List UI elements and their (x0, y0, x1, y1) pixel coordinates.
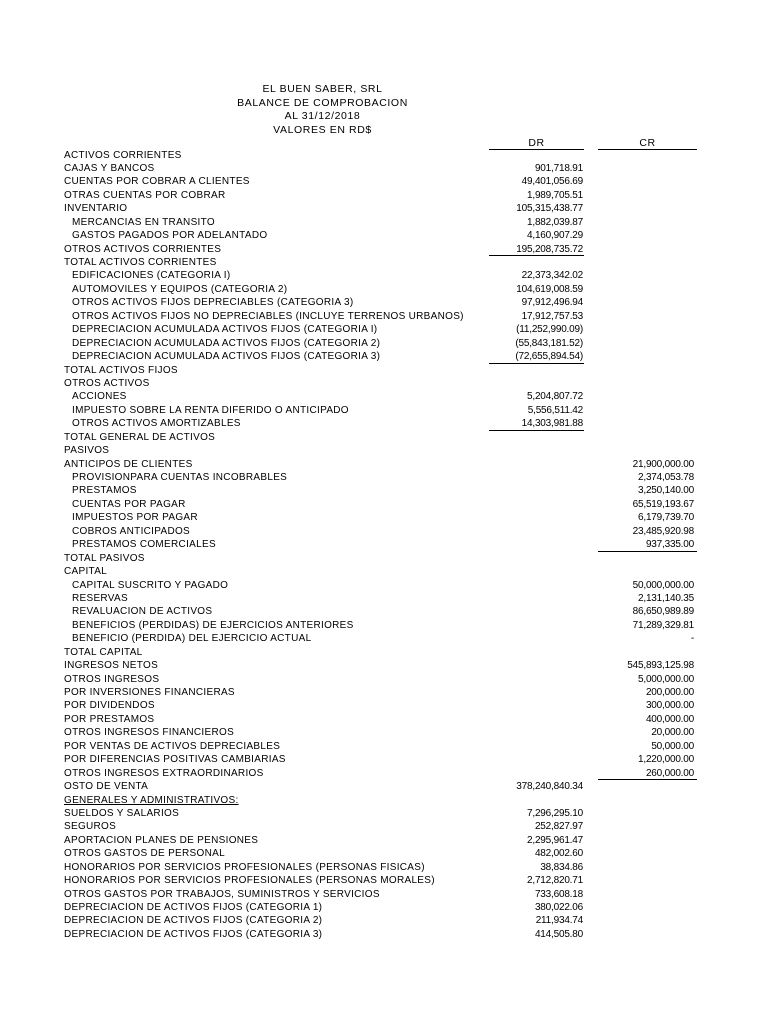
table-row (0, 189, 768, 202)
table-row (0, 713, 768, 726)
table-row (0, 579, 768, 592)
table-row (0, 914, 768, 927)
account-label: CAJAS Y BANCOS (64, 162, 155, 174)
table-row (0, 337, 768, 350)
table-row (0, 646, 768, 659)
table-row (0, 296, 768, 309)
dr-column-header: DR (528, 137, 545, 149)
table-row (0, 283, 768, 296)
table-row (0, 605, 768, 618)
table-row (0, 619, 768, 632)
account-label: DEPRECIACION ACUMULADA ACTIVOS FIJOS (CATEGORIA 3) (72, 351, 381, 363)
debit-value: 252,827.97 (534, 821, 583, 833)
account-label: COBROS ANTICIPADOS (72, 525, 191, 537)
account-label: BENEFICIO (PERDIDA) DEL EJERCICIO ACTUAL (72, 633, 312, 645)
debit-value: 104,619,008.59 (516, 283, 583, 295)
account-label: OTROS ACTIVOS FIJOS NO DEPRECIABLES (INCLUYE TERRENOS URBANOS) (72, 310, 464, 322)
account-label: HONORARIOS POR SERVICIOS PROFESIONALES (PERSONAS MORALES) (64, 875, 435, 887)
table-row (0, 498, 768, 511)
table-row (0, 847, 768, 860)
table-row (0, 323, 768, 336)
company-name: EL BUEN SABER, SRL (262, 83, 383, 95)
table-row (0, 471, 768, 484)
account-label: ANTICIPOS DE CLIENTES (64, 458, 193, 470)
account-label: INGRESOS NETOS (64, 660, 159, 672)
debit-value: 38,834.86 (540, 861, 583, 873)
account-label: ACTIVOS CORRIENTES (64, 149, 182, 161)
table-row (0, 820, 768, 833)
credit-value: 937,335.00 (645, 539, 694, 551)
table-row (0, 659, 768, 672)
table-row (0, 484, 768, 497)
table-row (0, 726, 768, 739)
credit-value: 21,900,000.00 (632, 458, 694, 470)
account-label: CUENTAS POR PAGAR (72, 498, 186, 510)
credit-value: 71,289,329.81 (632, 619, 694, 631)
account-label: CAPITAL (64, 566, 108, 578)
account-label: IMPUESTO SOBRE LA RENTA DIFERIDO O ANTICIPADO (72, 404, 349, 416)
debit-value: 380,022.06 (534, 902, 583, 913)
account-label: TOTAL PASIVOS (64, 552, 145, 564)
credit-value: 400,000.00 (645, 713, 694, 725)
table-row (0, 269, 768, 282)
table-row (0, 632, 768, 645)
account-label: RESERVAS (72, 592, 128, 604)
table-row (0, 202, 768, 215)
cr-column-header: CR (639, 137, 656, 149)
credit-value: 50,000,000.00 (632, 579, 694, 591)
table-row (0, 874, 768, 887)
debit-value: 211,934.74 (535, 915, 583, 927)
debit-value: (55,843,181.52) (515, 337, 583, 349)
table-row (0, 390, 768, 403)
credit-value: 50,000.00 (651, 740, 694, 752)
account-label: POR DIVIDENDOS (64, 700, 155, 712)
account-label: GASTOS PAGADOS POR ADELANTADO (72, 230, 268, 242)
debit-value: 414,505.80 (534, 928, 583, 940)
debit-value: 49,401,056.69 (521, 176, 583, 188)
table-row (0, 686, 768, 699)
account-label: APORTACION PLANES DE PENSIONES (64, 834, 259, 846)
debit-value: 482,002.60 (534, 848, 583, 860)
table-row (0, 175, 768, 188)
table-row (0, 431, 768, 444)
report-title: BALANCE DE COMPROBACION (237, 96, 408, 109)
debit-value: 1,882,039.87 (527, 216, 583, 228)
account-label: PRESTAMOS COMERCIALES (72, 539, 216, 551)
account-label: AUTOMOVILES Y EQUIPOS (CATEGORIA 2) (72, 283, 288, 295)
debit-value: 2,295,961.47 (527, 834, 583, 846)
account-label: TOTAL CAPITAL (64, 646, 143, 658)
table-row (0, 928, 768, 941)
debit-value: 17,912,757.53 (521, 310, 583, 322)
table-row (0, 229, 768, 242)
credit-value: 20,000.00 (651, 727, 694, 739)
account-label: PASIVOS (64, 445, 110, 457)
account-label: DEPRECIACION ACUMULADA ACTIVOS FIJOS (CATEGORIA I) (72, 324, 378, 336)
credit-value: 200,000.00 (645, 687, 694, 698)
account-label: OTROS INGRESOS EXTRAORDINARIOS (64, 767, 264, 779)
table-row (0, 310, 768, 323)
table-row (0, 780, 768, 793)
table-row (0, 834, 768, 847)
table-row (0, 149, 768, 162)
debit-value: 7,296,295.10 (527, 807, 583, 819)
credit-value: 23,485,920.98 (632, 525, 694, 537)
account-label: OTRAS CUENTAS POR COBRAR (64, 189, 226, 201)
table-row (0, 511, 768, 524)
account-label: OTROS ACTIVOS CORRIENTES (64, 243, 222, 255)
account-label: DEPRECIACION DE ACTIVOS FIJOS (CATEGORIA 2) (64, 915, 323, 927)
table-row (0, 794, 768, 807)
account-label: POR INVERSIONES FINANCIERAS (64, 687, 235, 698)
account-label: POR PRESTAMOS (64, 713, 155, 725)
debit-value: 901,718.91 (534, 162, 583, 174)
report-date: AL 31/12/2018 (284, 110, 361, 122)
credit-value: 545,893,125.98 (627, 660, 694, 672)
account-label: DEPRECIACION DE ACTIVOS FIJOS (CATEGORIA 3) (64, 928, 323, 940)
table-row (0, 377, 768, 390)
credit-value: 2,374,053.78 (638, 472, 694, 483)
account-label: ACCIONES (72, 391, 127, 403)
table-row (0, 458, 768, 471)
trial-balance-table (0, 149, 768, 942)
credit-value: - (690, 633, 694, 645)
table-row (0, 673, 768, 686)
account-label: DEPRECIACION DE ACTIVOS FIJOS (CATEGORIA 1) (64, 902, 323, 913)
account-label: DEPRECIACION ACUMULADA ACTIVOS FIJOS (CATEGORIA 2) (72, 337, 381, 349)
table-row (0, 592, 768, 605)
table-row (0, 243, 768, 256)
account-label: IMPUESTOS POR PAGAR (72, 512, 198, 524)
table-row (0, 256, 768, 269)
account-label: OTROS INGRESOS FINANCIEROS (64, 727, 235, 739)
account-label: CUENTAS POR COBRAR A CLIENTES (64, 176, 250, 188)
account-label: SEGUROS (64, 821, 117, 833)
table-row (0, 753, 768, 766)
table-row (0, 417, 768, 430)
table-row (0, 525, 768, 538)
account-label: TOTAL ACTIVOS FIJOS (64, 364, 178, 376)
account-label: TOTAL GENERAL DE ACTIVOS (64, 431, 216, 443)
table-row (0, 216, 768, 229)
account-label: OSTO DE VENTA (64, 781, 149, 793)
account-label: OTROS GASTOS DE PERSONAL (64, 848, 225, 860)
table-row (0, 861, 768, 874)
table-row (0, 901, 768, 914)
table-row (0, 350, 768, 363)
account-label: OTROS INGRESOS (64, 673, 160, 685)
account-label: OTROS ACTIVOS (64, 377, 150, 389)
account-label: POR DIFERENCIAS POSITIVAS CAMBIARIAS (64, 754, 286, 766)
account-label: GENERALES Y ADMINISTRATIVOS: (64, 794, 239, 806)
account-label: TOTAL ACTIVOS CORRIENTES (64, 257, 217, 268)
account-label: BENEFICIOS (PERDIDAS) DE EJERCICIOS ANTERIORES (72, 619, 354, 631)
account-label: POR VENTAS DE ACTIVOS DEPRECIABLES (64, 740, 281, 752)
account-label: CAPITAL SUSCRITO Y PAGADO (72, 579, 229, 591)
debit-value: 14,303,981.88 (521, 418, 583, 430)
table-row (0, 404, 768, 417)
table-row (0, 767, 768, 780)
debit-value: (11,252,990.09) (516, 324, 583, 336)
account-label: OTROS ACTIVOS AMORTIZABLES (72, 418, 241, 430)
debit-value: 5,556,511.42 (527, 404, 583, 416)
debit-value: 5,204,807.72 (527, 391, 583, 403)
table-row (0, 364, 768, 377)
account-label: PRESTAMOS (72, 485, 137, 497)
debit-value: 378,240,840.34 (516, 781, 583, 793)
debit-value: (72,655,894.54) (515, 351, 583, 363)
debit-value: 733,608.18 (534, 888, 583, 900)
credit-value: 86,650,989.89 (632, 606, 694, 618)
credit-value: 65,519,193.67 (632, 498, 694, 510)
account-label: INVENTARIO (64, 203, 128, 215)
debit-value: 22,373,342.02 (521, 270, 583, 282)
account-label: OTROS GASTOS POR TRABAJOS, SUMINISTROS Y SERVICIOS (64, 888, 380, 900)
account-label: REVALUACION DE ACTIVOS (72, 606, 213, 618)
account-label: SUELDOS Y SALARIOS (64, 807, 180, 819)
table-row (0, 699, 768, 712)
table-row (0, 162, 768, 175)
table-row (0, 740, 768, 753)
credit-value: 3,250,140.00 (638, 485, 694, 497)
credit-value: 5,000,000.00 (638, 673, 694, 685)
currency-note: VALORES EN RD$ (273, 123, 372, 136)
debit-value: 97,912,496.94 (521, 297, 583, 309)
account-label: PROVISIONPARA CUENTAS INCOBRABLES (72, 472, 288, 483)
credit-value: 2,131,140.35 (638, 592, 694, 604)
debit-value: 4,160,907.29 (527, 230, 583, 242)
credit-value: 260,000.00 (645, 767, 694, 779)
account-label: MERCANCIAS EN TRANSITO (72, 216, 215, 228)
account-label: EDIFICACIONES (CATEGORIA I) (72, 270, 231, 282)
table-row (0, 444, 768, 457)
debit-value: 105,315,438.77 (516, 203, 583, 215)
debit-value: 1,989,705.51 (527, 189, 583, 201)
credit-value: 1,220,000.00 (638, 754, 694, 766)
account-label: OTROS ACTIVOS FIJOS DEPRECIABLES (CATEGORIA 3) (72, 297, 354, 309)
credit-value: 300,000.00 (645, 700, 694, 712)
table-row (0, 538, 768, 551)
table-row (0, 888, 768, 901)
table-row (0, 565, 768, 578)
credit-value: 6,179,739.70 (638, 512, 694, 524)
table-row (0, 807, 768, 820)
table-row (0, 552, 768, 565)
debit-value: 195,208,735.72 (516, 243, 583, 255)
account-label: HONORARIOS POR SERVICIOS PROFESIONALES (PERSONAS FISICAS) (64, 861, 425, 873)
debit-value: 2,712,820.71 (527, 875, 583, 887)
